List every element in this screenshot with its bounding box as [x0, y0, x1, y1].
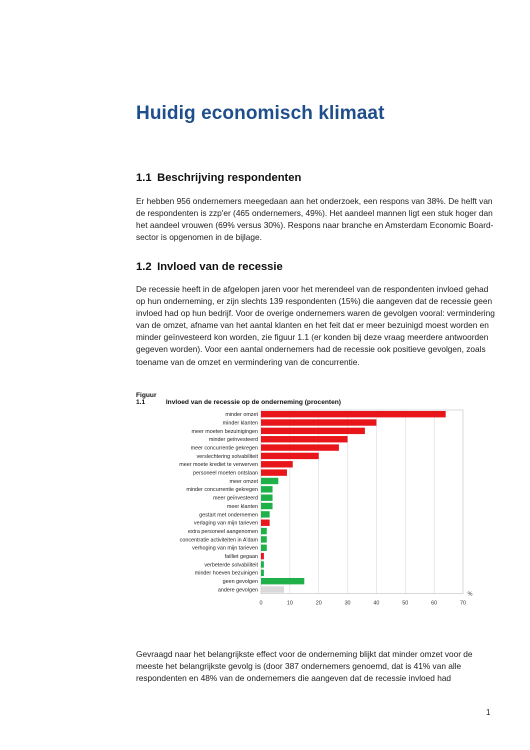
bar-12	[261, 511, 270, 517]
x-tick-label: 20	[315, 600, 322, 607]
bar-7	[261, 469, 287, 475]
x-tick-label: 50	[402, 600, 409, 607]
x-tick-label: 0	[259, 600, 263, 607]
bar-19	[261, 570, 264, 576]
bar-1	[261, 419, 376, 425]
category-label: minder klanten	[222, 420, 258, 427]
bar-9	[261, 486, 273, 492]
category-label: personeel moeten ontslaan	[192, 470, 258, 477]
x-tick-label: 40	[373, 600, 380, 607]
category-label: meer concurrentie gekregen	[190, 445, 258, 452]
bar-0	[261, 411, 446, 417]
category-label: geen gevolgen	[222, 579, 258, 586]
category-label: verbeterde solvabiliteit	[204, 562, 258, 569]
category-label: minder concurrentie gekregen	[186, 487, 258, 494]
category-label: extra personeel aangenomen	[187, 528, 258, 535]
page-number: 1	[486, 708, 491, 717]
category-label: meer klanten	[226, 503, 258, 510]
bar-3	[261, 436, 348, 442]
section-title: Beschrijving respondenten	[157, 172, 302, 184]
recession-paragraph: De recessie heeft in de afgelopen jaren voor het merendeel van de respondenten invloed gehad op hun onderneming, er zijn slechts 139 respondenten (15%) die aangeven dat de recessie geen invloed had op hun bedrijf. Voor de overige ondernemers waren de gevolgen vooral: vermindering van de omzet, afname van het aantal klanten en het feit dat er meer bezuinigd moest worden en minder geïnvesteerd kon worden, zie figuur 1.1 (er konden bij deze vraag meerdere antwoorden gegeven worden). Voor een aantal ondernemers had de recessie ook positieve gevolgen, zoals toename van de omzet en vermindering van de concurrentie.	[136, 284, 495, 367]
category-label: meer geïnvesteerd	[213, 495, 258, 502]
bar-14	[261, 528, 267, 534]
figure-title: Invloed van de recessie op de onderneming (procenten)	[165, 399, 341, 406]
bar-5	[261, 453, 319, 459]
closing-paragraph: Gevraagd naar het belangrijkste effect voor de onderneming blijkt dat minder omzet voor de meeste het belangrijkste gevolg is (door 387 ondernemers genoemd, dat is 41% van alle respondenten en 48% van de ondernemers die aangeven dat de recessie invloed had	[136, 649, 473, 684]
category-label: gestart met ondernemen	[199, 512, 258, 519]
bar-6	[261, 461, 293, 467]
bar-8	[261, 478, 278, 484]
bar-13	[261, 520, 270, 526]
unit-label: %	[467, 591, 473, 598]
section-heading-1-2	[136, 261, 283, 273]
bar-18	[261, 561, 264, 567]
bar-15	[261, 536, 267, 542]
section-number: 1.1	[136, 172, 152, 184]
page-title: Huidig economisch klimaat	[136, 103, 385, 124]
bar-21	[261, 586, 284, 592]
bar-11	[261, 503, 273, 509]
x-tick-label: 10	[286, 600, 293, 607]
bar-2	[261, 428, 365, 434]
x-tick-label: 30	[344, 600, 351, 607]
category-label: minder geïnvesteerd	[208, 437, 258, 444]
category-label: minder hoeven bezuinigen	[194, 570, 258, 577]
x-tick-label: 70	[460, 600, 466, 607]
bar-4	[261, 444, 339, 450]
category-label: verhoging van mijn tarieven	[192, 545, 258, 552]
section-title: Invloed van de recessie	[157, 261, 283, 273]
section-heading-1-1	[136, 172, 301, 184]
category-label: meer omzet	[229, 478, 258, 485]
category-label: meer moeten bezuinigingen	[191, 428, 258, 435]
category-label: verslechtering solvabiliteit	[196, 453, 258, 460]
category-label: meer moete krediet te verwerven	[179, 462, 258, 469]
bar-10	[261, 494, 273, 500]
bar-16	[261, 545, 267, 551]
recession-impact-chart	[136, 404, 486, 626]
category-label: failliet gegaan	[224, 554, 258, 561]
section-number: 1.2	[136, 261, 152, 273]
x-tick-label: 60	[431, 600, 438, 607]
category-label: verlaging van mijn tarieven	[193, 520, 258, 527]
bar-17	[261, 553, 264, 559]
bar-20	[261, 578, 304, 584]
respondents-paragraph: Er hebben 956 ondernemers meegedaan aan het onderzoek, een respons van 38%. De helft van de respondenten is zzp'er (465 ondernemers, 49%). Het aandeel mannen ligt een stuk hoger dan het aandeel vrouwen (69% versus 30%). Respons naar branche en Amsterdam Economic Board-sector is opgenomen in de bijlage.	[136, 196, 494, 243]
category-label: minder omzet	[225, 412, 258, 419]
category-label: concentratie activiteiten in A'dam	[179, 537, 258, 544]
figure-number: Figuur 1.1	[136, 392, 157, 406]
category-label: andere gevolgen	[217, 587, 258, 594]
